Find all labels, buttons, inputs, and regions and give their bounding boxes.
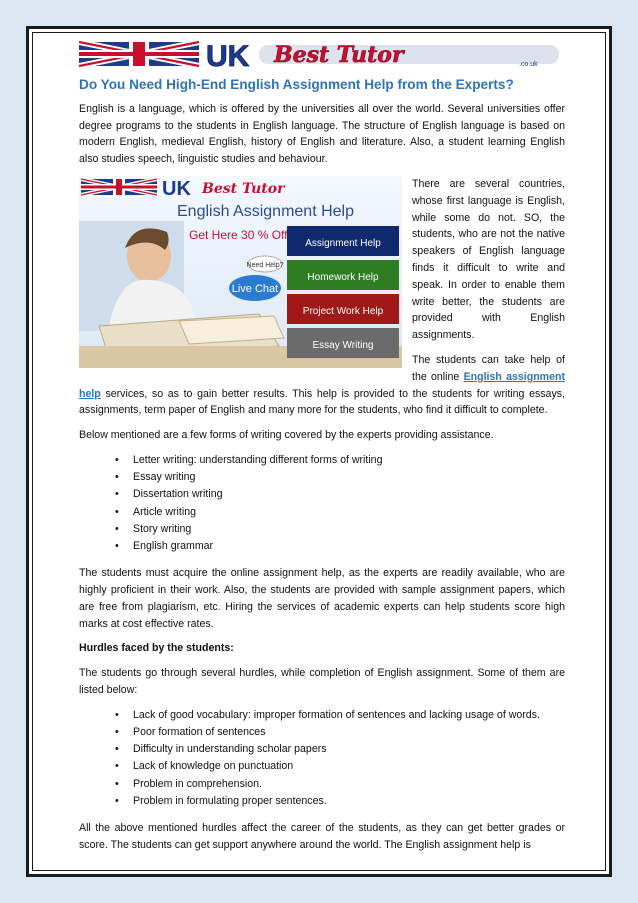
bullet-icon: • [115,539,119,552]
svg-text:Best Tutor: Best Tutor [274,42,404,68]
hurdles-heading: Hurdles faced by the students: [79,642,234,655]
list-item [115,538,565,555]
svg-text:Need Help?: Need Help? [246,261,284,269]
svg-text:Live Chat: Live Chat [231,282,279,295]
hero-button-project [287,294,399,324]
list-item-text: Lack of knowledge on punctuation [133,760,294,773]
svg-text:Homework Help: Homework Help [307,271,379,283]
svg-text:Project Work Help: Project Work Help [302,305,384,317]
list-item-text: Essay writing [133,471,196,484]
svg-text:UK: UK [206,40,250,69]
svg-text:UK: UK [162,177,191,200]
hero-button-assignment [287,226,399,256]
closing-paragraph: All the above mentioned hurdles affect the career of the students, as they can get better grades or score. The students can get support anywhere around the world. The English assignment help is [79,821,565,851]
list-item [115,724,565,741]
bullet-icon: • [115,522,119,535]
hurdles-intro: The students go through several hurdles, while completion of English assignment. Some of them are listed below: [79,667,565,696]
list-item-text: Poor formation of sentences [133,725,266,738]
list-item-text: Problem in comprehension. [133,777,262,790]
page-title: Do You Need High-End English Assignment Help from the Experts? [79,77,514,92]
list-item-text: Problem in formulating proper sentences. [133,794,327,807]
uk-best-tutor-logo [79,39,563,69]
bullet-icon: • [115,471,119,484]
svg-text:Best Tutor: Best Tutor [202,180,285,197]
svg-text:Get Here 30 % Off: Get Here 30 % Off [189,227,288,242]
bullet-icon: • [115,708,119,721]
side-paragraph-1: There are several countries, whose first language is English, while some do not. SO, the students, who are not the native speakers of English language finds it difficult to write and speak. In order to enable them write better, the students are provided with English assignments. [412,177,565,342]
list-item [115,452,565,469]
bullet-icon: • [115,760,119,773]
svg-text:Assignment Help: Assignment Help [305,237,381,249]
list-item-text: Difficulty in understanding scholar papers [133,743,327,756]
list-item-text: Article writing [133,505,196,518]
list-item [115,504,565,521]
bullet-icon: • [115,777,119,790]
list-item [115,793,565,810]
list-item [115,521,565,538]
bullet-icon: • [115,725,119,738]
side-paragraph-2-lead: The students can take help of the online [412,353,565,383]
bullet-icon: • [115,488,119,501]
list-item-text: Dissertation writing [133,488,223,501]
bullet-icon: • [115,743,119,756]
list-item-text: Story writing [133,522,192,535]
list-item [115,758,565,775]
hurdles-list [79,707,565,810]
bullet-icon: • [115,794,119,807]
list-item-text: Lack of good vocabulary: improper formation of sentences and lacking usage of words. [133,708,540,721]
list-item [115,469,565,486]
bullet-icon: • [115,505,119,518]
list-item [115,741,565,758]
forms-list [79,452,565,555]
bullet-icon: • [115,453,119,466]
intro-paragraph: English is a language, which is offered by the universities all over the world. Several universities offer degree programs to the students in English language. The structure of English language is based on modern English, medieval English, history of English and literature. Also, a student learning English also studies speech, linguistic studies and behaviour. [79,102,565,166]
experts-paragraph: The students must acquire the online assignment help, as the experts are readily available, who are highly proficient in their work. Also, the students are provided with sample assignment papers, which are free from plagiarism, etc. Hiring the services of academic experts can help students score high marks at cost effective rates. [79,567,565,630]
forms-intro: Below mentioned are a few forms of writing covered by the experts providing assistance. [79,429,494,442]
live-chat-badge [229,275,281,301]
svg-text:.co.uk: .co.uk [519,61,538,68]
article [79,77,565,862]
english-assignment-help-link[interactable]: English assignment help [79,370,565,400]
union-jack-icon [79,42,199,66]
hero-flag-icon [81,179,157,195]
hero-image [79,176,402,368]
list-item [115,776,565,793]
page [26,26,612,877]
hero-button-homework [287,260,399,290]
svg-text:Essay Writing: Essay Writing [312,339,374,351]
list-item [115,707,565,724]
side-paragraph-2-rest: services, so as to gain better results. This help is provided to the students for writing essays, assignments, term paper of English and many more for the students, who find it difficult to complete. [79,387,565,417]
list-item-text: Letter writing: understanding different forms of writing [133,453,383,466]
list-item-text: English grammar [133,539,214,552]
svg-text:English Assignment Help: English Assignment Help [177,202,354,220]
list-item [115,486,565,503]
hero-button-essay [287,328,399,358]
